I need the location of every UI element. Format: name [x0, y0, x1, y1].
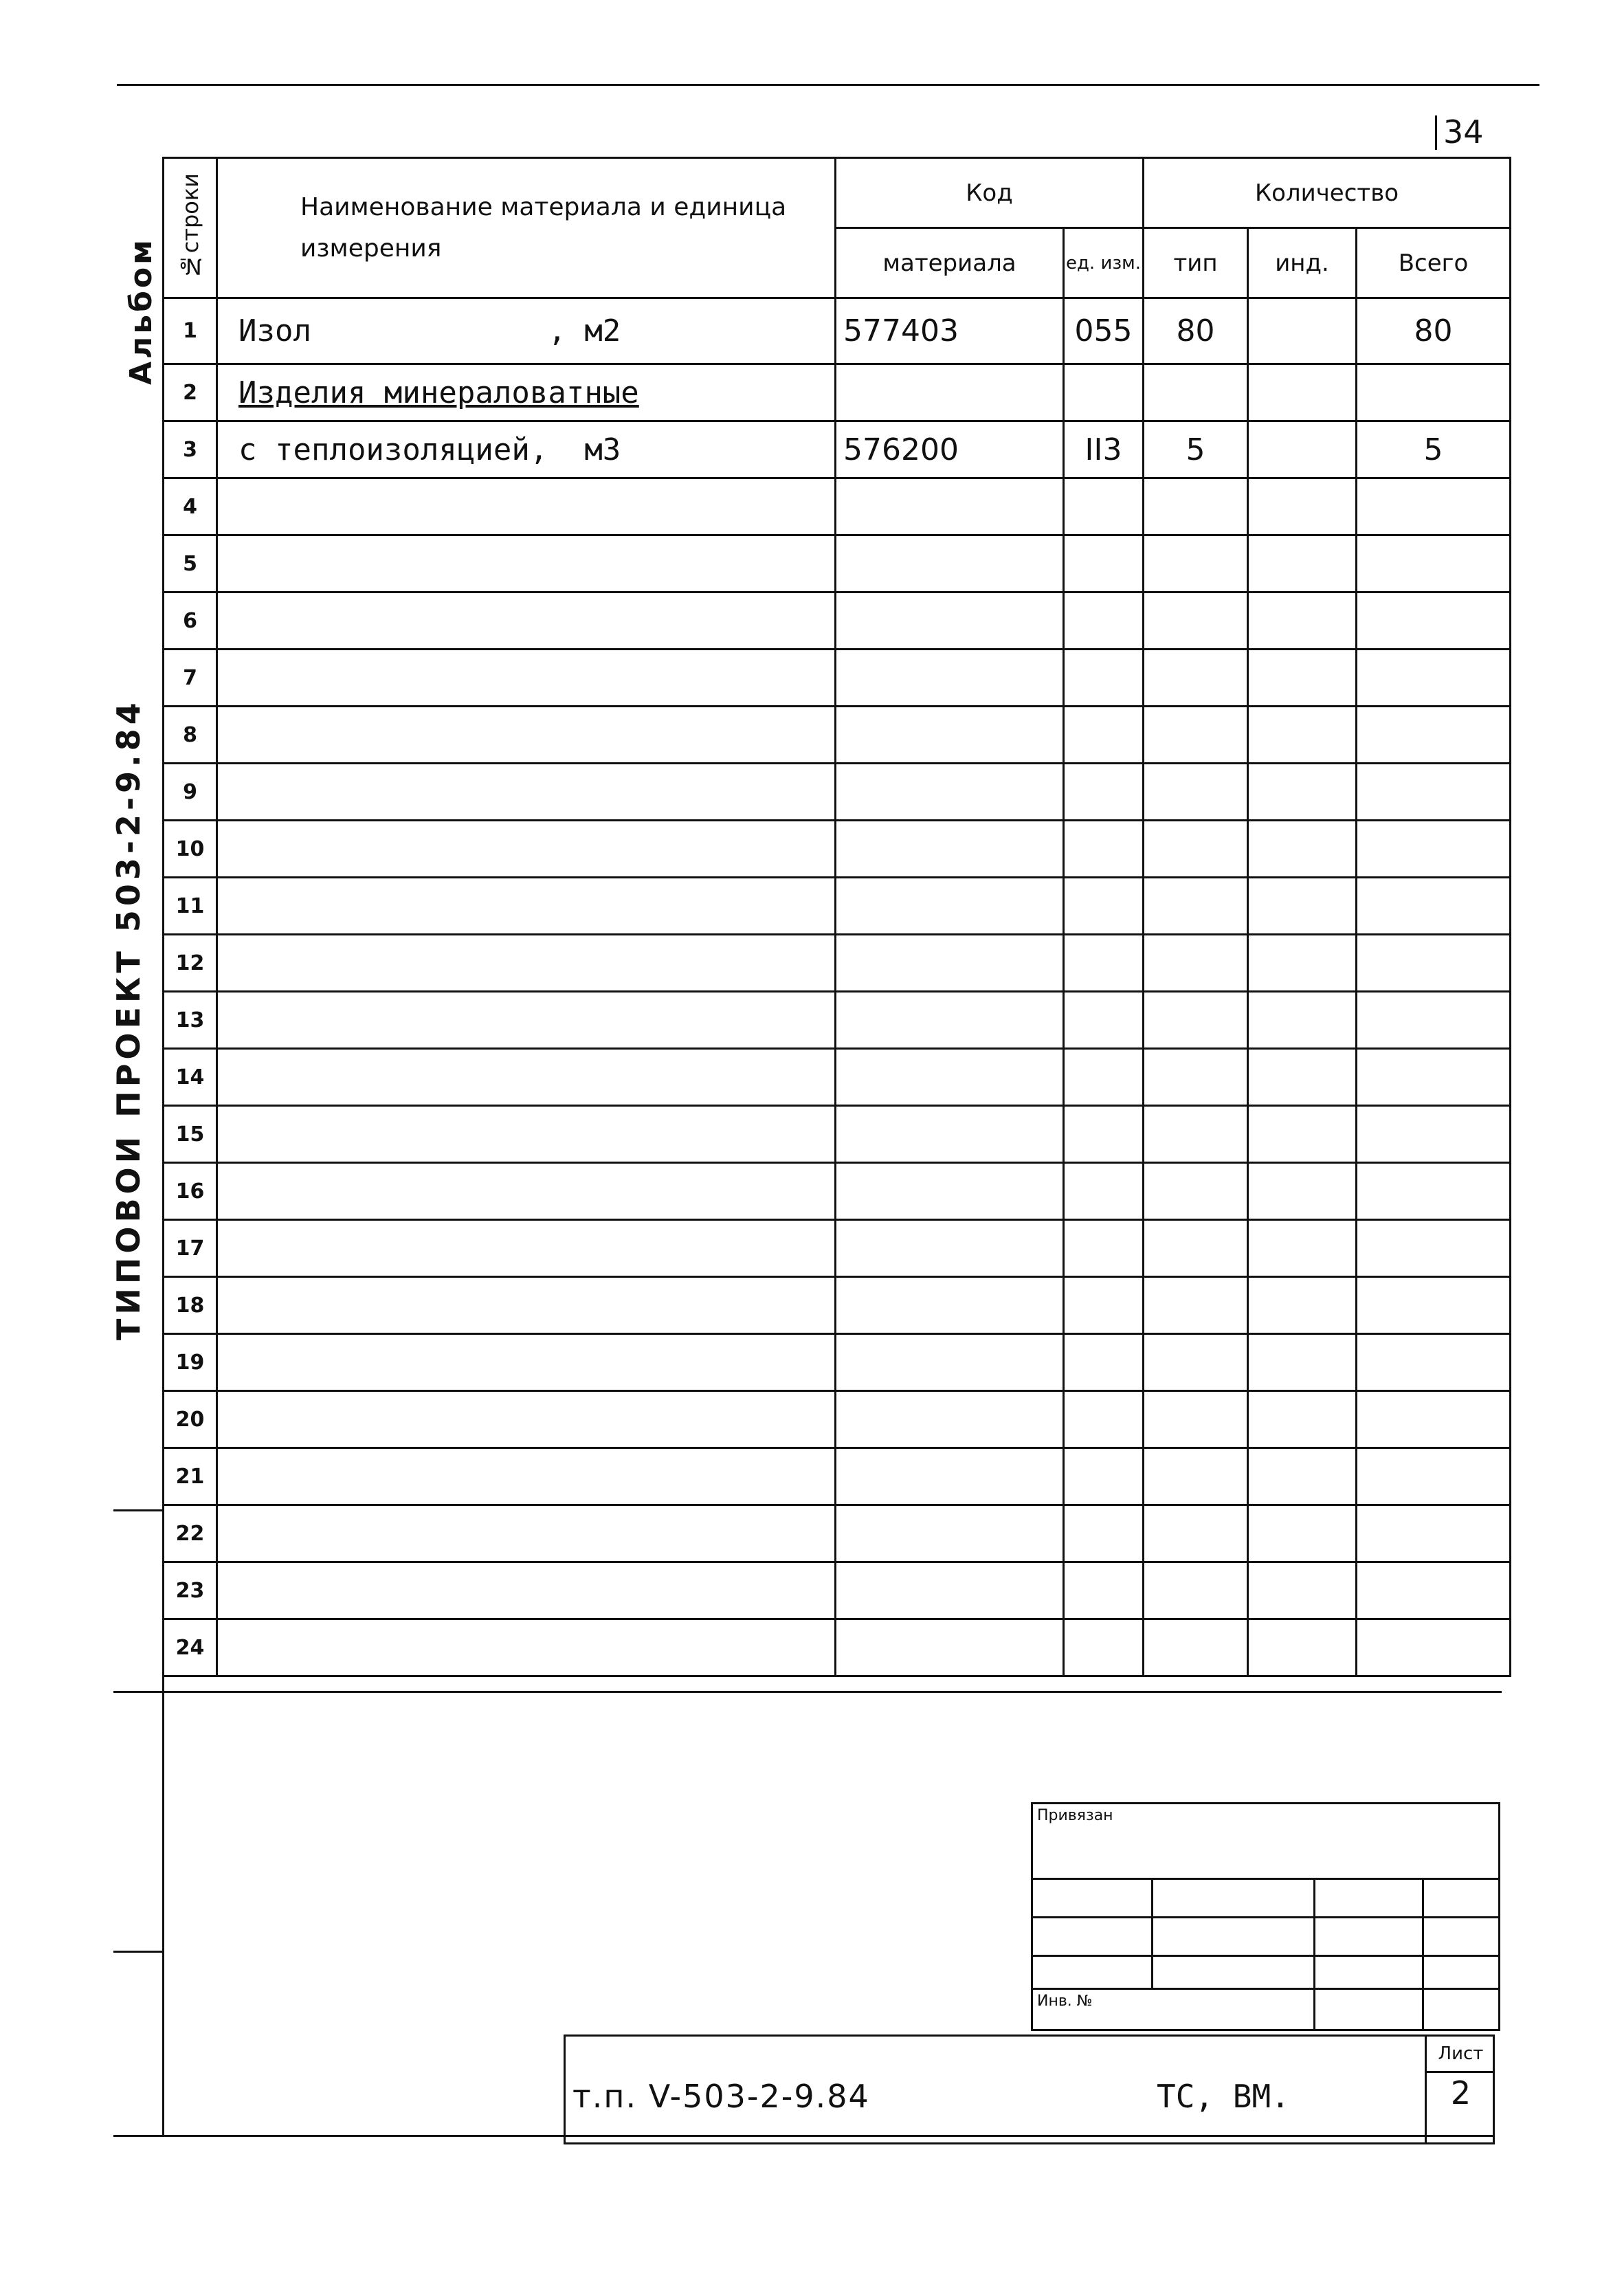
table-row — [164, 1106, 1511, 1163]
qty-total — [1357, 478, 1511, 535]
page-number-bar — [1435, 115, 1437, 150]
qty-typical — [1144, 1277, 1248, 1334]
unit-code — [1064, 1619, 1144, 1676]
row-number: 17 — [164, 1220, 217, 1277]
stamp-inventory-label: Инв. № — [1032, 1989, 1315, 2030]
qty-total — [1357, 707, 1511, 764]
qty-total — [1357, 1334, 1511, 1391]
row-number: 11 — [164, 878, 217, 935]
unit-code — [1064, 707, 1144, 764]
title-block-code: т.п. V-503-2-9.84 — [572, 2078, 870, 2115]
row-number: 3 — [164, 421, 217, 478]
qty-total — [1357, 1220, 1511, 1277]
qty-individual — [1248, 364, 1357, 421]
top-border-line — [117, 84, 1539, 86]
material-name — [217, 1562, 836, 1619]
material-code — [836, 707, 1064, 764]
material-name: Изол , м2 — [217, 298, 836, 364]
qty-typical — [1144, 1562, 1248, 1619]
qty-individual — [1248, 592, 1357, 650]
material-name — [217, 1220, 836, 1277]
material-code — [836, 821, 1064, 878]
qty-total — [1357, 1163, 1511, 1220]
frame-tick-2 — [113, 1691, 1502, 1693]
unit-code — [1064, 992, 1144, 1049]
qty-total — [1357, 1277, 1511, 1334]
material-name — [217, 821, 836, 878]
material-name: с теплоизоляцией, м3 — [217, 421, 836, 478]
qty-total — [1357, 535, 1511, 592]
qty-total — [1357, 650, 1511, 707]
table-row — [164, 1220, 1511, 1277]
material-name — [217, 1505, 836, 1562]
qty-individual — [1248, 421, 1357, 478]
qty-total — [1357, 935, 1511, 992]
qty-total — [1357, 821, 1511, 878]
table-row — [164, 1277, 1511, 1334]
material-code — [836, 1220, 1064, 1277]
table-row — [164, 878, 1511, 935]
unit-code — [1064, 1106, 1144, 1163]
qty-individual — [1248, 1220, 1357, 1277]
qty-total: 5 — [1357, 421, 1511, 478]
header-unit: ед. изм. — [1064, 228, 1144, 298]
header-total: Всего — [1357, 228, 1511, 298]
material-name — [217, 992, 836, 1049]
material-code — [836, 1163, 1064, 1220]
row-number: 8 — [164, 707, 217, 764]
qty-individual — [1248, 707, 1357, 764]
material-name — [217, 1277, 836, 1334]
row-number: 15 — [164, 1106, 217, 1163]
row-number: 1 — [164, 298, 217, 364]
row-number: 16 — [164, 1163, 217, 1220]
qty-individual — [1248, 478, 1357, 535]
material-code — [836, 1277, 1064, 1334]
header-typical: тип — [1144, 228, 1248, 298]
unit-code — [1064, 878, 1144, 935]
qty-individual — [1248, 298, 1357, 364]
table-row — [164, 1334, 1511, 1391]
header-row-number: №строки — [164, 158, 217, 298]
qty-typical — [1144, 821, 1248, 878]
material-spec-table — [162, 157, 1511, 1677]
table-row — [164, 707, 1511, 764]
table-row — [164, 421, 1511, 478]
table-row — [164, 1562, 1511, 1619]
material-code — [836, 1334, 1064, 1391]
row-number: 20 — [164, 1391, 217, 1448]
material-code — [836, 1562, 1064, 1619]
row-number: 7 — [164, 650, 217, 707]
material-code — [836, 364, 1064, 421]
qty-typical — [1144, 1619, 1248, 1676]
unit-code — [1064, 1049, 1144, 1106]
qty-total — [1357, 1106, 1511, 1163]
qty-typical — [1144, 1448, 1248, 1505]
header-quantity: Количество — [1144, 158, 1511, 228]
qty-typical — [1144, 364, 1248, 421]
qty-typical — [1144, 1391, 1248, 1448]
material-code — [836, 1448, 1064, 1505]
qty-individual — [1248, 1448, 1357, 1505]
qty-total — [1357, 364, 1511, 421]
table-row — [164, 298, 1511, 364]
qty-typical — [1144, 764, 1248, 821]
material-name — [217, 650, 836, 707]
qty-individual — [1248, 1505, 1357, 1562]
table-row — [164, 535, 1511, 592]
row-number: 5 — [164, 535, 217, 592]
qty-total — [1357, 764, 1511, 821]
table-row — [164, 821, 1511, 878]
qty-total — [1357, 1562, 1511, 1619]
material-name — [217, 878, 836, 935]
qty-individual — [1248, 878, 1357, 935]
frame-tick-3 — [113, 1951, 163, 1953]
table-row — [164, 592, 1511, 650]
material-code — [836, 1391, 1064, 1448]
material-name — [217, 1106, 836, 1163]
table-row — [164, 1049, 1511, 1106]
unit-code — [1064, 1391, 1144, 1448]
qty-typical — [1144, 1106, 1248, 1163]
material-name — [217, 1049, 836, 1106]
qty-typical: 80 — [1144, 298, 1248, 364]
qty-typical — [1144, 650, 1248, 707]
table-row — [164, 764, 1511, 821]
title-block — [564, 2034, 1495, 2144]
qty-total — [1357, 1049, 1511, 1106]
qty-total — [1357, 1619, 1511, 1676]
unit-code — [1064, 935, 1144, 992]
material-code: 576200 — [836, 421, 1064, 478]
unit-code — [1064, 1562, 1144, 1619]
row-number: 4 — [164, 478, 217, 535]
table-row — [164, 1163, 1511, 1220]
header-code: Код — [836, 158, 1144, 228]
table-row — [164, 1391, 1511, 1448]
qty-individual — [1248, 535, 1357, 592]
material-name — [217, 1334, 836, 1391]
unit-code: II3 — [1064, 421, 1144, 478]
qty-total — [1357, 1391, 1511, 1448]
qty-individual — [1248, 992, 1357, 1049]
unit-code — [1064, 535, 1144, 592]
qty-total — [1357, 1505, 1511, 1562]
unit-code — [1064, 364, 1144, 421]
material-name — [217, 1163, 836, 1220]
table-row — [164, 364, 1511, 421]
qty-total: 80 — [1357, 298, 1511, 364]
material-code — [836, 935, 1064, 992]
table-row — [164, 478, 1511, 535]
material-name — [217, 535, 836, 592]
material-code — [836, 764, 1064, 821]
qty-individual — [1248, 1163, 1357, 1220]
header-individual: инд. — [1248, 228, 1357, 298]
unit-code — [1064, 592, 1144, 650]
row-number: 12 — [164, 935, 217, 992]
qty-typical — [1144, 878, 1248, 935]
qty-typical — [1144, 1220, 1248, 1277]
row-number: 24 — [164, 1619, 217, 1676]
unit-code — [1064, 821, 1144, 878]
frame-tick-1 — [113, 1509, 163, 1511]
material-code — [836, 878, 1064, 935]
table-row — [164, 992, 1511, 1049]
qty-typical — [1144, 1505, 1248, 1562]
qty-typical — [1144, 1334, 1248, 1391]
row-number: 2 — [164, 364, 217, 421]
row-number: 23 — [164, 1562, 217, 1619]
material-code — [836, 650, 1064, 707]
material-code — [836, 1049, 1064, 1106]
material-name — [217, 764, 836, 821]
table-row — [164, 650, 1511, 707]
unit-code — [1064, 1505, 1144, 1562]
unit-code — [1064, 478, 1144, 535]
sheet-box — [1425, 2037, 1497, 2142]
qty-typical — [1144, 1049, 1248, 1106]
material-code — [836, 1106, 1064, 1163]
material-name — [217, 1619, 836, 1676]
qty-individual — [1248, 1106, 1357, 1163]
header-name: Наименование материала и единица измерения — [217, 158, 836, 298]
material-code — [836, 535, 1064, 592]
qty-typical — [1144, 592, 1248, 650]
row-number: 9 — [164, 764, 217, 821]
material-code — [836, 478, 1064, 535]
row-number: 6 — [164, 592, 217, 650]
row-number: 10 — [164, 821, 217, 878]
table-row — [164, 935, 1511, 992]
row-number: 21 — [164, 1448, 217, 1505]
qty-typical — [1144, 707, 1248, 764]
row-number: 14 — [164, 1049, 217, 1106]
material-code — [836, 592, 1064, 650]
unit-code — [1064, 1448, 1144, 1505]
material-name — [217, 935, 836, 992]
qty-typical — [1144, 535, 1248, 592]
qty-total — [1357, 992, 1511, 1049]
qty-individual — [1248, 1049, 1357, 1106]
row-number: 13 — [164, 992, 217, 1049]
qty-individual — [1248, 1334, 1357, 1391]
unit-code — [1064, 1220, 1144, 1277]
qty-typical — [1144, 478, 1248, 535]
header-material: материала — [836, 228, 1064, 298]
material-name — [217, 1448, 836, 1505]
qty-individual — [1248, 1619, 1357, 1676]
material-name — [217, 478, 836, 535]
qty-typical — [1144, 935, 1248, 992]
material-name — [217, 592, 836, 650]
row-number: 22 — [164, 1505, 217, 1562]
qty-typical — [1144, 1163, 1248, 1220]
row-number: 18 — [164, 1277, 217, 1334]
qty-individual — [1248, 935, 1357, 992]
sheet-number: 2 — [1450, 2074, 1471, 2111]
material-code — [836, 1505, 1064, 1562]
side-label-album: Альбом — [124, 236, 159, 385]
approval-stamp — [1031, 1802, 1500, 2031]
table-row — [164, 1619, 1511, 1676]
qty-individual — [1248, 650, 1357, 707]
unit-code — [1064, 1163, 1144, 1220]
side-label-project: ТИПОВОИ ПРОЕКТ 503-2-9.84 — [110, 698, 147, 1340]
qty-total — [1357, 592, 1511, 650]
material-name: Изделия минераловатные — [217, 364, 836, 421]
qty-typical — [1144, 992, 1248, 1049]
unit-code — [1064, 650, 1144, 707]
title-block-document: ТС, ВМ. — [1157, 2078, 1290, 2115]
page-number: 34 — [1443, 113, 1484, 151]
material-code — [836, 992, 1064, 1049]
stamp-linked-label: Привязан — [1032, 1804, 1500, 1879]
unit-code — [1064, 764, 1144, 821]
qty-individual — [1248, 764, 1357, 821]
unit-code — [1064, 1277, 1144, 1334]
sheet-label: Лист — [1427, 2037, 1495, 2073]
material-code: 577403 — [836, 298, 1064, 364]
qty-individual — [1248, 821, 1357, 878]
qty-total — [1357, 878, 1511, 935]
material-code — [836, 1619, 1064, 1676]
unit-code — [1064, 1334, 1144, 1391]
material-name — [217, 1391, 836, 1448]
table-row — [164, 1448, 1511, 1505]
unit-code: 055 — [1064, 298, 1144, 364]
qty-typical: 5 — [1144, 421, 1248, 478]
qty-individual — [1248, 1562, 1357, 1619]
table-row — [164, 1505, 1511, 1562]
qty-individual — [1248, 1391, 1357, 1448]
material-name — [217, 707, 836, 764]
qty-total — [1357, 1448, 1511, 1505]
qty-individual — [1248, 1277, 1357, 1334]
row-number: 19 — [164, 1334, 217, 1391]
